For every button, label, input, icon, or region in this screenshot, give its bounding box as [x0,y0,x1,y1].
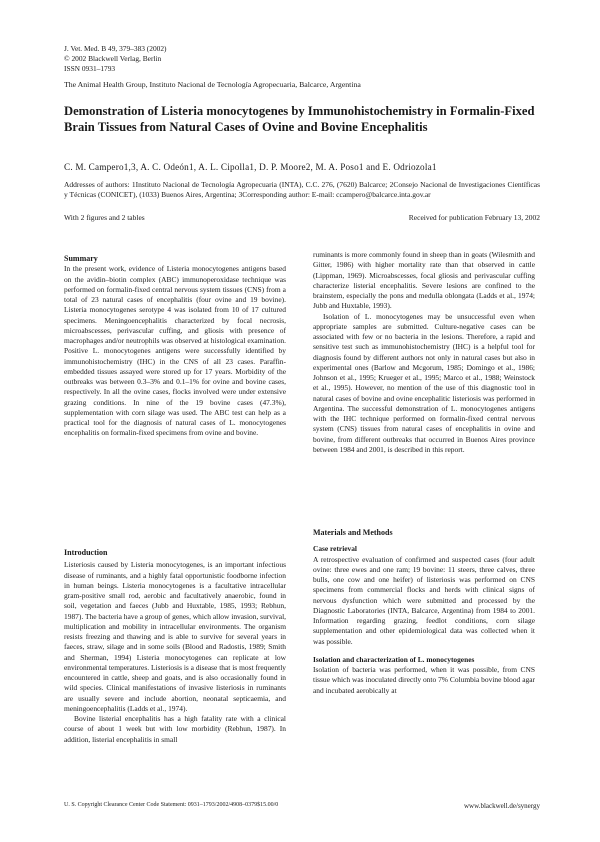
introduction-section [64,548,286,745]
copyright-footer: U. S. Copyright Clearance Center Code Statement: 0931–1793/2002/4908–0379$15.00/0 [64,802,279,808]
journal-citation: J. Vet. Med. B 49, 379–383 (2002) [64,44,167,53]
isolation-text: Isolation of bacteria was performed, when it was possible, from CNS tissue which was inoculated directly onto 7% Columbia bovine blood agar and incubated aerobically at [313,665,535,695]
affiliation-header: The Animal Health Group, Instituto Nacional de Tecnología Agropecuaria, Balcarce, Argentina [64,80,361,89]
summary-heading: Summary [64,254,98,263]
figures-note: With 2 figures and 2 tables [64,213,145,222]
methods-heading: Materials and Methods [313,528,393,537]
publisher-link[interactable]: www.blackwell.de/synergy [463,802,540,810]
summary-text: In the present work, evidence of Listeria monocytogenes antigens based on the avidin–biotin complex (ABC) immunoperoxidase technique was performed on formalin-fixed central nervous system tissues (CNS) from a total of 23 natural cases of encephalitis (four ovine and 19 bovine). Listeria monocytogenes serotype 4 was isolated from 10 of 17 cultured specimens. Meningoencephalitis characterized by focal necrosis, microabscesses, perivascular cuffing, and gliosis with presence of macrophages and/or neutrophils was observed at histological examination. Positive L. monocytogenes antigens were successfully identified by immunohistochemistry (IHC) in the CNS of all 23 cases. Paraffin-embedded tissues assayed were stored up for 17 years. Morbidity of the outbreaks was between 0.3–3% and 0.1–1% for ovine and bovine cases, respectively. In all the ovine cases, flocks involved were under extensive grazing conditions. In nine of the 19 bovine cases (47.3%), supplementation with corn silage was used. The ABC test can help as a practical tool for the diagnosis of natural cases of L. monocytogenes encephalitis on formalin-fixed specimens from ovine and bovine. [64,264,286,438]
introduction-continued [313,250,535,455]
journal-info [64,44,167,74]
introduction-paragraph-1: Listeriosis caused by Listeria monocytogenes, is an important infectious disease of ruminants, and a highly fatal opportunistic foodborne infection in human beings. Listeria monocytogenes is a facultative intracellular gram-positive small rod, aerobic and facultatively anaerobic, found in soil, vegetation and faeces (Jubb and Huxtable, 1985, 1993; Rebhun, 1987). The bacteria have a group of genes, which allow invasion, survival, multiplication and mobility in intracellular environments. The organism resists freezing and thawing and is able to survive for several years in faeces, straw, silage and in some soils (Blood and Radostis, 1989; Smith and Sherman, 1994) Listeria monocytogenes can replicate at low environmental temperatures. Listeriosis is a disease that is most frequently encountered in cattle, sheep and goats, and is also occasionally found in wild species. Clinical manifestations of invasive listeriosis in ruminants are usually severe and include abortion, neonatal septicaemia, and meningoencephalitis (Ladds et al., 1974). [64,560,286,713]
journal-copyright: © 2002 Blackwell Verlag, Berlin [64,54,162,63]
introduction-paragraph-2: Bovine listerial encephalitis has a high fatality rate with a clinical course of about 1 week but with low morbidity (Rebhun, 1987). In addition, listerial encephalitis in small [64,714,286,744]
introduction-paragraph-3: Isolation of L. monocytogenes may be unsuccessful even when appropriate samples are submitted. Culture-negative cases can be associated with few or no bacteria in the lesions. Therefore, a rapid and sensitive test such as immunohistochemistry (IHC) is a helpful tool for diagnosis found by different authors not only in natural cases but also in experimental ones (Barlow and Mcgorum, 1985; Domingo et al., 1986; Johnson et al., 1995; Krueger et al., 1995; Marco et al., 1988; Weinstock et al., 1995). However, no mention of the use of this diagnostic tool in natural cases of bovine and ovine encephalitic listeriosis was performed in Argentina. The successful demonstration of L. monocytogenes antigens with the IHC technique performed on formalin-fixed central nervous system (CNS) tissues from natural cases of encephalitis in ovine and bovine, from different outbreaks that occurred in Buenos Aires province between 1984 and 2001, is described in this report. [313,311,535,454]
isolation-heading: Isolation and characterization of L. monocytogenes [313,654,475,664]
author-addresses: Addresses of authors: 1Instituto Nacional de Tecnología Agropecuaria (INTA), C.C. 276, (7620) Balcarce; 2Consejo Nacional de Investigaciones Científicas y Técnicas (CONICET), (1033) Buenos Aires, Argentina; 3Corresponding author: E-mail: ccampero@balcarce.inta.gov.ar [64,180,540,199]
summary-section [64,254,286,439]
introduction-paragraph-2-cont: ruminants is more commonly found in sheep than in goats (Wilesmith and Gitter, 1986) with higher mortality rate than that observed in cattle (Lippman, 1969). Microabscesses, focal gliosis and perivascular cuffing characterize listerial encephalitis. Severe lesions are confined to the brainstem, especially the pons and medulla oblongata (Ladds et al., 1974; Jubb and Huxtable, 1993). [313,250,535,311]
case-retrieval-text: A retrospective evaluation of confirmed and suspected cases (four adult ovine: three ewes and one ram; 19 bovine: 11 steers, three calves, three bulls, one cow and one heifer) of listeriosis was performed on CNS specimens from commercial flocks and herds with clinical signs of nervous dysfunction which were submitted and processed by the Diagnostic Laboratories (INTA, Balcarce, Argentina) from 1984 to 2001. Information regarding grazing, feedlot conditions, corn silage supplementation and other epidemiological data was collected when it was possible. [313,554,535,646]
methods-section [313,528,535,696]
case-retrieval-heading: Case retrieval [313,544,357,554]
received-date: Received for publication February 13, 2002 [408,213,540,222]
paper-title: Demonstration of Listeria monocytogenes by Immunohistochemistry in Formalin-Fixed Brain Tissues from Natural Cases of Ovine and Bovine Encephalitis [64,104,535,134]
introduction-heading: Introduction [64,548,108,557]
author-list: C. M. Campero1,3, A. C. Odeón1, A. L. Cipolla1, D. P. Moore2, M. A. Poso1 and E. Odriozola1 [64,162,437,172]
journal-issn: ISSN 0931–1793 [64,64,116,73]
